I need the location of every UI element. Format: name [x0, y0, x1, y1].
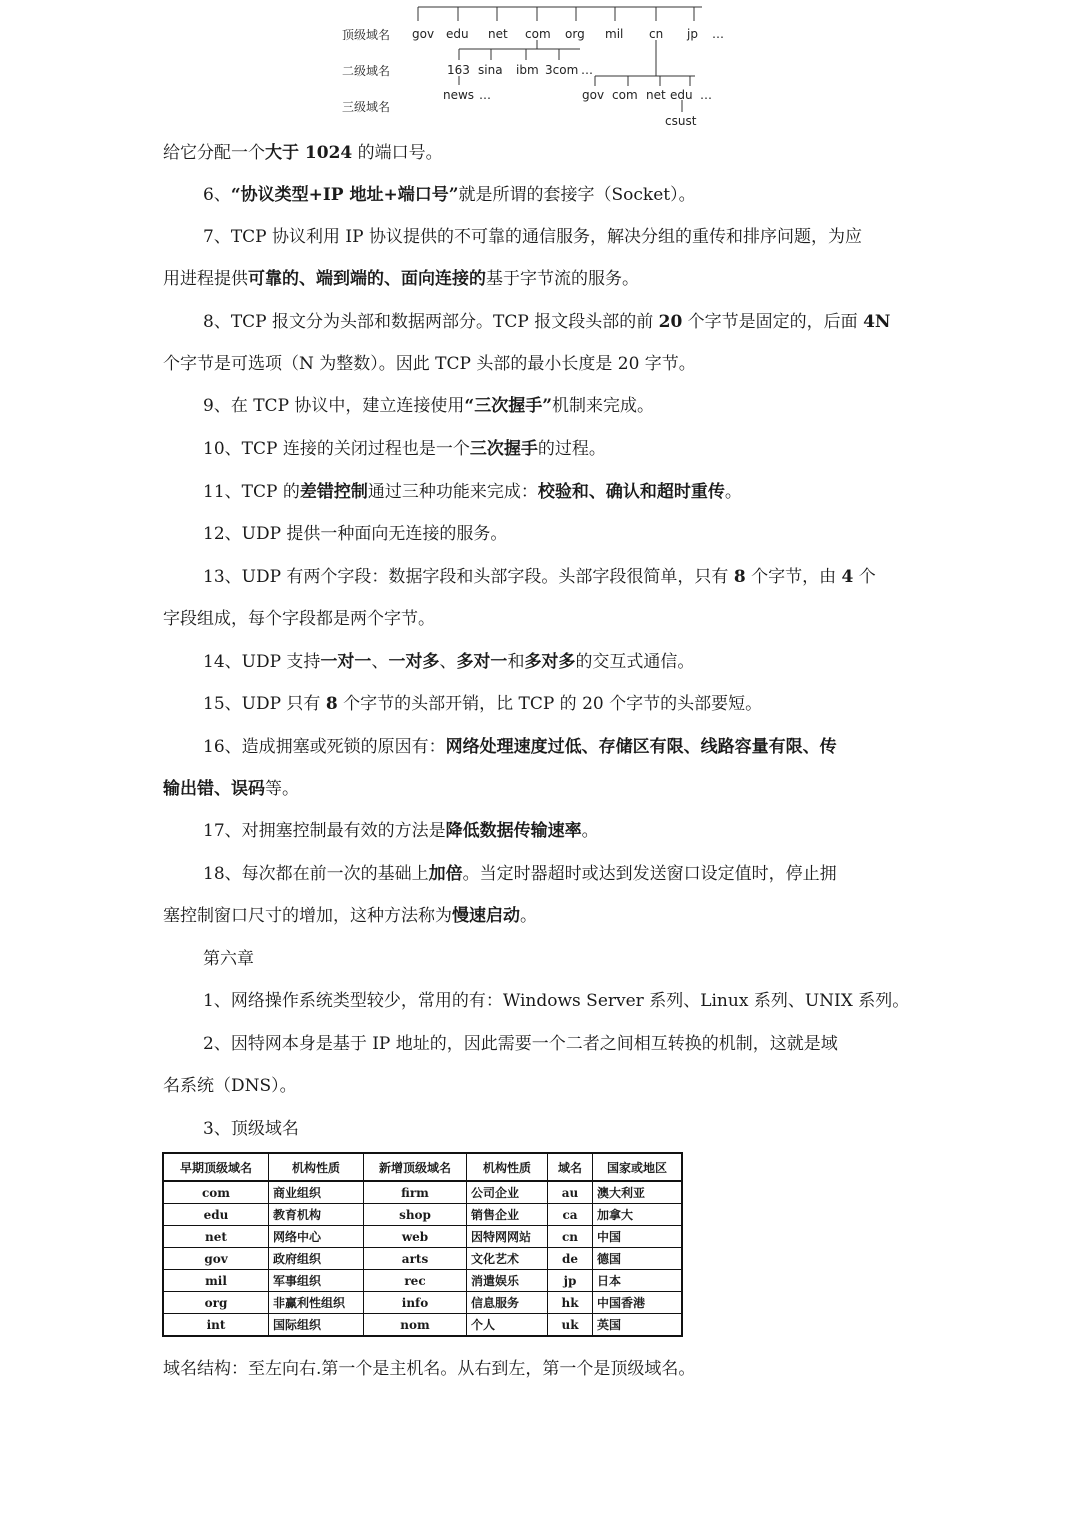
tld-node: … — [712, 27, 724, 41]
cn-child-node: … — [700, 88, 712, 102]
paragraph-line — [203, 1118, 299, 1140]
org-type-cell: 教育机构 — [269, 1204, 364, 1226]
text-run: 通过三种功能来完成： — [367, 482, 538, 502]
sld-node: sina — [478, 63, 503, 77]
country-code-cell: de — [548, 1248, 593, 1270]
text-run: 个字节是固定的，后面 — [682, 312, 864, 332]
text-run: 2、因特网本身是基于 IP 地址的，因此需要一个二者之间相互转换的机制，这就是域 — [203, 1034, 838, 1054]
table-header: 机构性质 — [467, 1153, 548, 1181]
table-body — [163, 1181, 682, 1336]
bold-text: 8 — [325, 694, 338, 714]
org-type-cell: 军事组织 — [269, 1270, 364, 1292]
table-header: 域名 — [548, 1153, 593, 1181]
paragraph-line — [163, 142, 443, 164]
tld-node: cn — [649, 27, 664, 41]
text-run: 用进程提供 — [163, 269, 248, 289]
table-row — [163, 1292, 682, 1314]
level-label-third: 三级域名 — [342, 100, 391, 114]
bold-text: 慢速启动 — [452, 906, 520, 926]
table-row — [163, 1248, 682, 1270]
country-code-cell: jp — [548, 1270, 593, 1292]
text-run: 基于字节流的服务。 — [486, 269, 639, 289]
text-run: 14、UDP 支持 — [203, 652, 321, 672]
paragraph-line — [163, 778, 299, 800]
bold-text: 差错控制 — [299, 482, 368, 502]
paragraph-line — [203, 566, 876, 588]
edu-child-node: csust — [665, 114, 697, 128]
text-run: 13、UDP 有两个字段：数据字段和头部字段。头部字段很简单，只有 — [203, 567, 734, 587]
country-name-cell: 加拿大 — [593, 1204, 683, 1226]
tld-node: gov — [412, 27, 435, 41]
text-run: 3、顶级域名 — [203, 1119, 299, 1139]
org-type-cell: 因特网网站 — [467, 1226, 548, 1248]
early-tld-cell: gov — [163, 1248, 269, 1270]
text-run: 15、UDP 只有 — [203, 694, 326, 714]
text-run: 18、每次都在前一次的基础上 — [203, 864, 429, 884]
country-name-cell: 英国 — [593, 1314, 683, 1337]
tld-node: jp — [687, 27, 698, 41]
paragraph-line — [203, 1033, 838, 1055]
bold-text: 大于 1024 — [265, 143, 353, 163]
text-run: 。 — [520, 906, 537, 926]
org-type-cell: 网络中心 — [269, 1226, 364, 1248]
bold-text: 多对多 — [524, 652, 576, 672]
chapter-heading — [203, 948, 254, 970]
table-row — [163, 1181, 682, 1204]
domain-tree-diagram — [330, 0, 750, 135]
paragraph-line — [203, 990, 909, 1012]
text-run: 个字节的头部开销，比 TCP 的 20 个字节的头部要短。 — [337, 694, 763, 714]
paragraph-line — [163, 268, 639, 290]
table-row — [163, 1314, 682, 1337]
text-run: 12、UDP 提供一种面向无连接的服务。 — [203, 524, 508, 544]
early-tld-cell: int — [163, 1314, 269, 1337]
bold-text: 4 — [841, 567, 854, 587]
table-header-row — [163, 1153, 682, 1181]
domain-structure-note: 域名结构：至左向右.第一个是主机名。从右到左，第一个是顶级域名。 — [163, 1359, 696, 1379]
text-run: 机制来完成。 — [551, 396, 654, 416]
new-tld-cell: rec — [364, 1270, 467, 1292]
bold-text: 网络处理速度过低、存储区有限、线路容量有限、传 — [445, 737, 837, 757]
paragraph-line — [203, 481, 742, 503]
org-type-cell: 消遣娱乐 — [467, 1270, 548, 1292]
paragraph-line — [163, 1075, 297, 1097]
bold-text: 三次握手 — [469, 439, 538, 459]
text-run: 个 — [853, 567, 876, 587]
text-run: 个字节，由 — [745, 567, 842, 587]
early-tld-cell: edu — [163, 1204, 269, 1226]
org-type-cell: 非赢利性组织 — [269, 1292, 364, 1314]
org-type-cell: 文化艺术 — [467, 1248, 548, 1270]
cn-child-node: edu — [670, 88, 693, 102]
text-run: 名系统（DNS）。 — [163, 1076, 297, 1096]
tld-node: com — [525, 27, 551, 41]
paragraph-line — [203, 226, 862, 248]
sld-node: … — [581, 63, 593, 77]
paragraph-line — [163, 353, 696, 375]
country-name-cell: 中国香港 — [593, 1292, 683, 1314]
table-row — [163, 1204, 682, 1226]
text-run: 7、TCP 协议利用 IP 协议提供的不可靠的通信服务，解决分组的重传和排序问题，为应 — [203, 227, 862, 247]
paragraph-line — [203, 438, 606, 460]
bold-text: 4N — [863, 312, 891, 332]
text-run: 、 — [439, 652, 457, 672]
text-run: 。当定时器超时或达到发送窗口设定值时，停止拥 — [462, 864, 837, 884]
bold-text: 可靠的、端到端的、面向连接的 — [248, 269, 486, 289]
table-header: 机构性质 — [269, 1153, 364, 1181]
text-run: 11、TCP 的 — [203, 482, 300, 502]
third-node: … — [479, 88, 491, 102]
paragraph-line — [203, 736, 837, 758]
text-run: 9、在 TCP 协议中，建立连接使用 — [203, 396, 465, 416]
bold-text: “协议类型+IP 地址+端口号” — [230, 185, 459, 205]
bold-text: 降低数据传输速率 — [445, 821, 582, 841]
text-run: 的端口号。 — [352, 143, 443, 163]
cn-child-node: gov — [582, 88, 605, 102]
text-run: 16、造成拥塞或死锁的原因有： — [203, 737, 446, 757]
tld-node: org — [565, 27, 585, 41]
text-run: 给它分配一个 — [163, 143, 265, 163]
paragraph-line — [203, 184, 696, 206]
country-code-cell: cn — [548, 1226, 593, 1248]
bold-text: 校验和、确认和超时重传 — [537, 482, 725, 502]
third-node: news — [443, 88, 475, 102]
org-type-cell: 政府组织 — [269, 1248, 364, 1270]
early-tld-cell: net — [163, 1226, 269, 1248]
table-row — [163, 1226, 682, 1248]
new-tld-cell: arts — [364, 1248, 467, 1270]
paragraph-line — [163, 608, 435, 630]
org-type-cell: 信息服务 — [467, 1292, 548, 1314]
text-run: 的交互式通信。 — [575, 652, 695, 672]
early-tld-cell: org — [163, 1292, 269, 1314]
bold-text: 20 — [658, 312, 683, 332]
text-run: 的过程。 — [537, 439, 606, 459]
text-run: 、 — [371, 652, 389, 672]
paragraph-line — [203, 863, 837, 885]
text-run: 等。 — [265, 779, 299, 799]
text-run: 和 — [507, 652, 525, 672]
text-run: 个字节是可选项（N 为整数）。因此 TCP 头部的最小长度是 20 字节。 — [163, 354, 696, 374]
text-run: 塞控制窗口尺寸的增加，这种方法称为 — [163, 906, 452, 926]
country-code-cell: hk — [548, 1292, 593, 1314]
level-label-top: 顶级域名 — [342, 28, 391, 42]
table-header: 新增顶级域名 — [364, 1153, 467, 1181]
bold-text: 8 — [733, 567, 746, 587]
tld-table — [162, 1152, 683, 1337]
bold-text: 一对一 — [320, 652, 372, 672]
text-run: 第六章 — [203, 949, 254, 969]
early-tld-cell: mil — [163, 1270, 269, 1292]
new-tld-cell: nom — [364, 1314, 467, 1337]
tld-node: edu — [446, 27, 469, 41]
country-code-cell: uk — [548, 1314, 593, 1337]
country-name-cell: 澳大利亚 — [593, 1181, 683, 1204]
table-header: 早期顶级域名 — [163, 1153, 269, 1181]
org-type-cell: 国际组织 — [269, 1314, 364, 1337]
cn-child-node: net — [646, 88, 666, 102]
sld-node: 163 — [447, 63, 470, 77]
cn-child-node: com — [612, 88, 638, 102]
paragraph-line — [203, 523, 507, 545]
text-run: 8、TCP 报文分为头部和数据两部分。TCP 报文段头部的前 — [203, 312, 659, 332]
text-run: 6、 — [203, 185, 231, 205]
country-code-cell: au — [548, 1181, 593, 1204]
paragraph-line — [203, 311, 890, 333]
paragraph-line — [203, 693, 762, 715]
sld-node: ibm — [516, 63, 539, 77]
table-row — [163, 1270, 682, 1292]
bold-text: 输出错、误码 — [163, 779, 265, 799]
text-run: 10、TCP 连接的关闭过程也是一个 — [203, 439, 470, 459]
level-label-second: 二级域名 — [342, 64, 391, 78]
org-type-cell: 商业组织 — [269, 1181, 364, 1204]
bold-text: 多对一 — [456, 652, 508, 672]
paragraph-line — [203, 820, 599, 842]
country-name-cell: 日本 — [593, 1270, 683, 1292]
bold-text: 加倍 — [428, 864, 463, 884]
paragraph-line — [203, 395, 654, 417]
table-header: 国家或地区 — [593, 1153, 683, 1181]
country-name-cell: 中国 — [593, 1226, 683, 1248]
text-run: 17、对拥塞控制最有效的方法是 — [203, 821, 446, 841]
bold-text: 一对多 — [388, 652, 440, 672]
bold-text: “三次握手” — [464, 396, 552, 416]
text-run: 字段组成，每个字段都是两个字节。 — [163, 609, 435, 629]
new-tld-cell: info — [364, 1292, 467, 1314]
tld-node: net — [488, 27, 508, 41]
org-type-cell: 个人 — [467, 1314, 548, 1337]
tld-node: mil — [605, 27, 624, 41]
country-name-cell: 德国 — [593, 1248, 683, 1270]
org-type-cell: 公司企业 — [467, 1181, 548, 1204]
new-tld-cell: shop — [364, 1204, 467, 1226]
text-run: 1、网络操作系统类型较少，常用的有：Windows Server 系列、Linux 系列、UNIX 系列。 — [203, 991, 910, 1011]
new-tld-cell: web — [364, 1226, 467, 1248]
paragraph-line — [163, 905, 537, 927]
org-type-cell: 销售企业 — [467, 1204, 548, 1226]
text-run: 。 — [581, 821, 599, 841]
text-run: 就是所谓的套接字（Socket）。 — [458, 185, 696, 205]
sld-node: 3com — [545, 63, 579, 77]
text-run: 。 — [724, 482, 742, 502]
country-code-cell: ca — [548, 1204, 593, 1226]
early-tld-cell: com — [163, 1181, 269, 1204]
new-tld-cell: firm — [364, 1181, 467, 1204]
paragraph-line — [203, 651, 694, 673]
